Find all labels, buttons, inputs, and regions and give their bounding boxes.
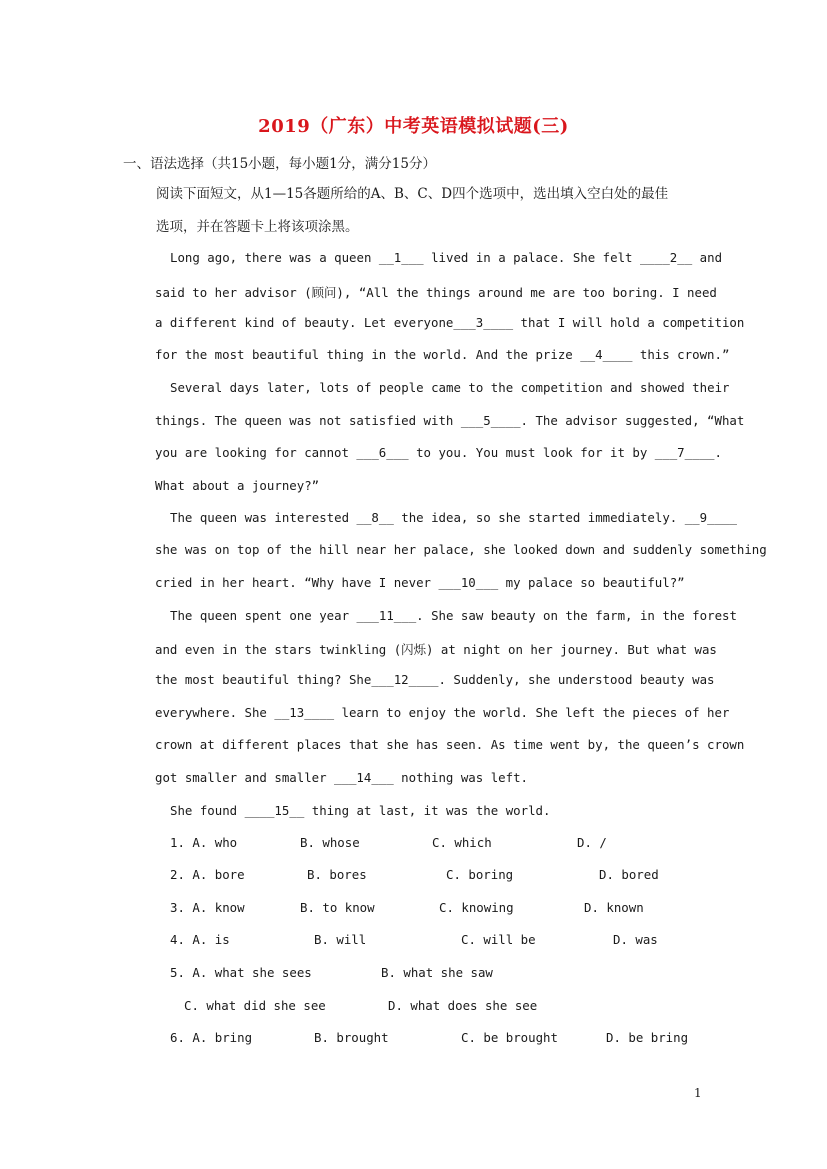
option-a: 3. A. know bbox=[170, 900, 245, 915]
passage-line: got smaller and smaller ___14___ nothing was left. bbox=[155, 770, 528, 785]
passage-line: What about a journey?” bbox=[155, 478, 320, 493]
passage-line: she was on top of the hill near her palace, she looked down and suddenly something bbox=[155, 542, 767, 557]
instruction-line: 阅读下面短文，从1—15各题所给的A、B、C、D四个选项中，选出填入空白处的最佳 bbox=[156, 186, 669, 202]
option-a: 2. A. bore bbox=[170, 867, 245, 882]
option-d: D. what does she see bbox=[388, 998, 538, 1013]
option-b: B. what she saw bbox=[381, 965, 493, 980]
passage-line: said to her advisor (顾问), “All the things around me are too boring. I need bbox=[155, 285, 717, 300]
passage-line: everywhere. She __13____ learn to enjoy the world. She left the pieces of her bbox=[155, 705, 730, 720]
passage-line: She found ____15__ thing at last, it was the world. bbox=[170, 803, 551, 818]
option-b: B. whose bbox=[300, 835, 360, 850]
passage-line: you are looking for cannot ___6___ to you. You must look for it by ___7____. bbox=[155, 445, 722, 460]
page-number: 1 bbox=[694, 1086, 702, 1100]
option-a: 5. A. what she sees bbox=[170, 965, 312, 980]
option-d: D. be bring bbox=[606, 1030, 689, 1045]
option-c: C. will be bbox=[461, 932, 536, 947]
passage-line: Several days later, lots of people came to the competition and showed their bbox=[170, 380, 730, 395]
option-d: D. was bbox=[613, 932, 658, 947]
option-a: 4. A. is bbox=[170, 932, 230, 947]
passage-line: a different kind of beauty. Let everyone___3____ that I will hold a competition bbox=[155, 315, 745, 330]
passage-line: for the most beautiful thing in the world. And the prize __4____ this crown.” bbox=[155, 347, 730, 362]
passage-line: and even in the stars twinkling (闪烁) at night on her journey. But what was bbox=[155, 642, 717, 657]
passage-line: the most beautiful thing? She___12____. Suddenly, she understood beauty was bbox=[155, 672, 715, 687]
option-a: 6. A. bring bbox=[170, 1030, 253, 1045]
passage-line: Long ago, there was a queen __1___ lived in a palace. She felt ____2__ and bbox=[170, 250, 723, 265]
option-d: D. known bbox=[584, 900, 644, 915]
option-b: B. to know bbox=[300, 900, 375, 915]
passage-line: things. The queen was not satisfied with ___5____. The advisor suggested, “What bbox=[155, 413, 745, 428]
page-title: 2019（广东）中考英语模拟试题(三) bbox=[258, 116, 569, 137]
option-c: C. boring bbox=[446, 867, 514, 882]
option-c: C. be brought bbox=[461, 1030, 558, 1045]
option-b: B. bores bbox=[307, 867, 367, 882]
passage-line: The queen spent one year ___11___. She saw beauty on the farm, in the forest bbox=[170, 608, 737, 623]
passage-line: The queen was interested __8__ the idea, so she started immediately. __9____ bbox=[170, 510, 737, 525]
option-c: C. which bbox=[432, 835, 492, 850]
option-c: C. what did she see bbox=[184, 998, 326, 1013]
option-b: B. brought bbox=[314, 1030, 389, 1045]
passage-line: crown at different places that she has seen. As time went by, the queen’s crown bbox=[155, 737, 745, 752]
option-a: 1. A. who bbox=[170, 835, 238, 850]
option-d: D. / bbox=[577, 835, 607, 850]
option-b: B. will bbox=[314, 932, 367, 947]
section-heading: 一、语法选择（共15小题，每小题1分，满分15分） bbox=[123, 156, 436, 172]
option-d: D. bored bbox=[599, 867, 659, 882]
instruction-line: 选项，并在答题卡上将该项涂黑。 bbox=[156, 219, 359, 235]
option-c: C. knowing bbox=[439, 900, 514, 915]
passage-line: cried in her heart. “Why have I never ___10___ my palace so beautiful?” bbox=[155, 575, 685, 590]
